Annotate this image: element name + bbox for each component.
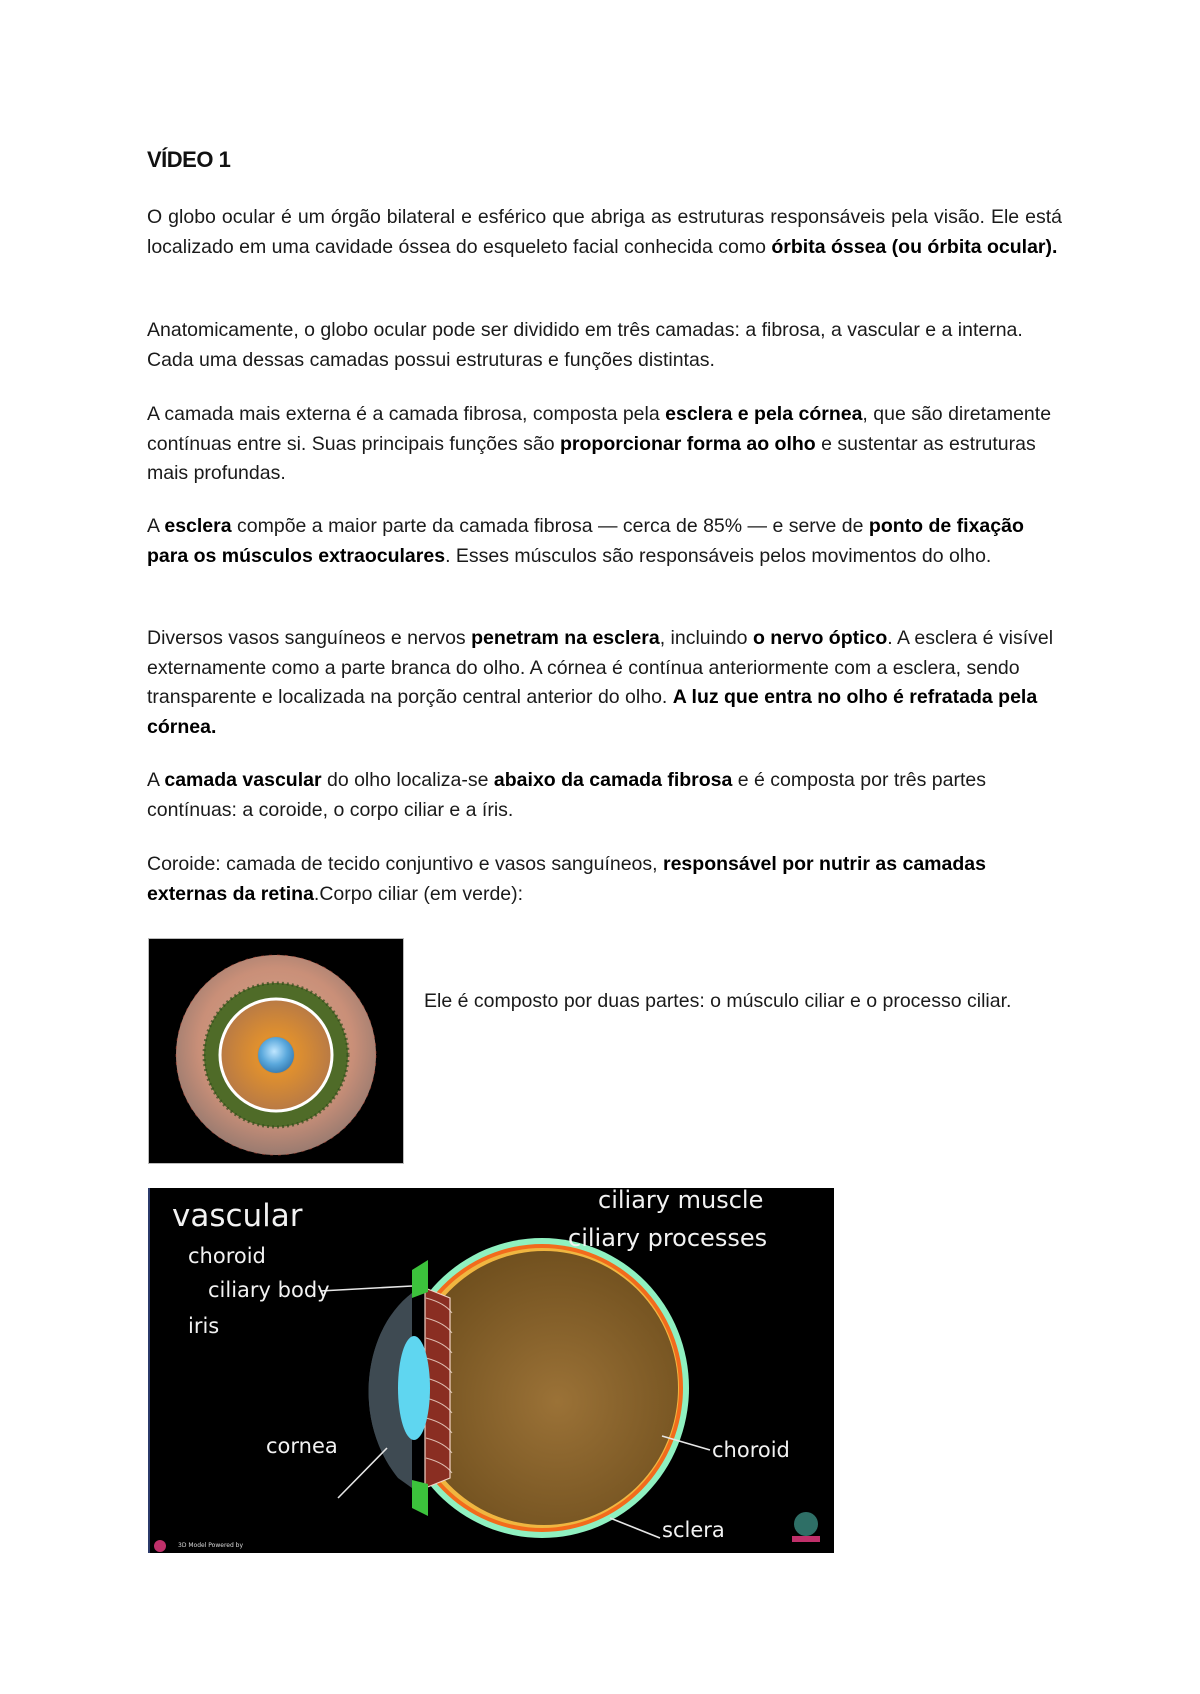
paragraph-globo-ocular	[147, 203, 1062, 262]
text-segment: A	[147, 769, 165, 791]
text-segment: .Corpo ciliar (em verde):	[313, 882, 524, 905]
text-segment: do olho localiza-se	[321, 769, 494, 791]
text-segment: A camada mais externa é a camada fibrosa, composta pela	[147, 403, 666, 425]
text-segment: . Esses músculos são responsáveis pelos movimentos do olho.	[445, 544, 992, 567]
text-segment: Diversos vasos sanguíneos e nervos	[147, 627, 472, 649]
paragraph-camadas	[147, 316, 1062, 375]
paragraph-coroide	[147, 850, 1062, 909]
text-segment: compõe a maior parte da camada fibrosa — cerca de 85% — e serve de	[231, 515, 869, 537]
label-sclera: sclera	[662, 1518, 725, 1542]
label-ciliary-body: ciliary body	[208, 1278, 330, 1302]
bold-text-segment: penetram na esclera	[471, 627, 660, 649]
label-ciliary-processes: ciliary processes	[568, 1224, 768, 1252]
bold-text-segment: órbita óssea (ou órbita ocular).	[771, 235, 1058, 258]
paragraph-camada-fibrosa	[147, 400, 1062, 489]
eye-front-view-image	[148, 938, 404, 1164]
label-ciliary-muscle: ciliary muscle	[598, 1188, 764, 1214]
label-cornea: cornea	[266, 1434, 338, 1458]
bold-text-segment: esclera	[164, 515, 232, 537]
image-credit: 3D Model Powered by	[178, 1542, 244, 1549]
text-segment: Anatomicamente, o globo ocular pode ser dividido em três camadas: a fibrosa, a vascular e a interna. Cada uma dessas camadas possui estruturas e funções distintas.	[147, 319, 1023, 371]
label-choroid-right: choroid	[712, 1438, 790, 1462]
text-segment: A	[147, 515, 165, 537]
text-segment: . A esclera é visível externamente como a parte branca do olho. A córnea é contínua anteriormente com a esclera, sendo transparente e localizada na porção central anterior do olho.	[147, 627, 1054, 708]
bold-text-segment: o nervo óptico	[752, 627, 888, 649]
text-segment: , que são diretamente contínuas entre si. Suas principais funções são	[147, 403, 1052, 455]
paragraph-esclera	[147, 512, 1062, 571]
bold-text-segment: abaixo da camada fibrosa	[493, 769, 733, 791]
label-iris: iris	[188, 1314, 220, 1338]
text-segment: Coroide: camada de tecido conjuntivo e vasos sanguíneos,	[147, 853, 663, 875]
eyeball-front-illustration	[149, 939, 404, 1164]
text-segment: O globo ocular é um órgão bilateral e esférico que abriga as estruturas responsáveis pela visão. Ele está localizado em uma cavidade óssea do esqueleto facial conhecida como	[147, 206, 1062, 258]
bold-text-segment: A luz que entra no olho é refratada pela córnea.	[147, 686, 1038, 738]
eye-sagittal-diagram-image	[148, 1188, 834, 1553]
text-segment: , incluindo	[659, 627, 753, 649]
paragraph-camada-vascular	[147, 766, 1062, 825]
bold-text-segment: esclera e pela córnea	[665, 403, 863, 425]
text-segment: e é composta por três partes contínuas: a coroide, o corpo ciliar e a íris.	[147, 769, 986, 821]
bold-text-segment: responsável por nutrir as camadas externas da retina	[147, 853, 986, 905]
bold-text-segment: proporcionar forma ao olho	[560, 432, 816, 455]
paragraph-vasos-nervos	[147, 624, 1062, 742]
document-title: VÍDEO 1	[147, 147, 231, 172]
figure1-caption: Ele é composto por duas partes: o músculo ciliar e o processo ciliar.	[424, 990, 1012, 1012]
label-vascular: vascular	[172, 1198, 303, 1234]
bold-text-segment: ponto de fixação para os músculos extraoculares	[147, 515, 1024, 567]
label-choroid-left: choroid	[188, 1244, 266, 1268]
text-segment: e sustentar as estruturas mais profundas.	[147, 432, 1036, 484]
bold-text-segment: camada vascular	[164, 769, 322, 791]
